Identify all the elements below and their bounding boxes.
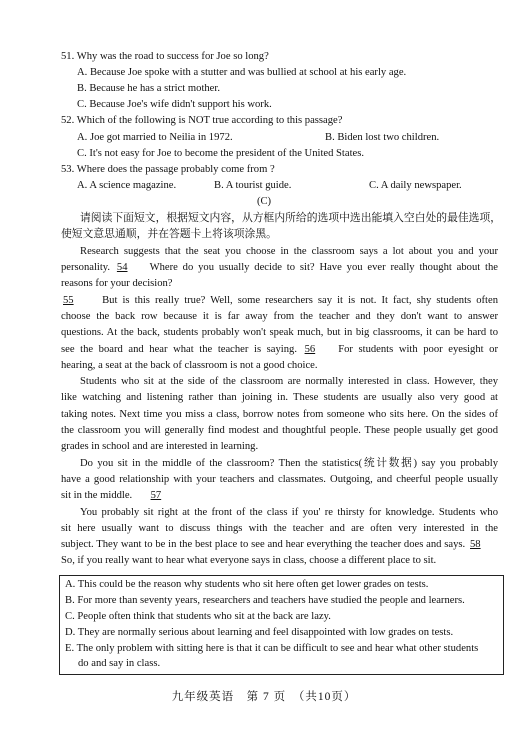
passage-line: Do you sit in the middle of the classroom? Then the statistics(统计数据) say you probably — [80, 458, 498, 469]
passage-line: grades in school and are interested in learning. — [61, 441, 259, 452]
q53-option-c: C. A daily newspaper. — [369, 180, 462, 191]
q53-option-b: B. A tourist guide. — [214, 180, 292, 191]
passage-text: For students with poor eyesight or — [338, 344, 498, 355]
passage-line: reasons for your decision? — [61, 278, 173, 289]
passage-line: Research suggests that the seat you choose in the classroom says a lot about you and your — [80, 246, 498, 257]
option-c: C. People often think that students who sit at the back are lazy. — [65, 611, 331, 622]
blank-55: 55 — [63, 295, 74, 306]
passage-text: Where do you usually decide to sit? Have you ever really thought about the — [149, 262, 498, 273]
passage-line: have a good relationship with your teachers and classmates. Outgoing, and cheerful people usually — [61, 474, 498, 485]
passage-line — [61, 294, 498, 308]
q51-option-a: A. Because Joe spoke with a stutter and was bullied at school at his early age. — [77, 67, 407, 78]
q52-stem: 52. Which of the following is NOT true according to this passage? — [61, 115, 343, 126]
blank-57: 57 — [150, 490, 162, 501]
q53-option-a: A. A science magazine. — [77, 180, 177, 191]
blank-54: 54 — [116, 262, 128, 273]
passage-line — [61, 343, 498, 357]
q51-stem: 51. Why was the road to success for Joe so long? — [61, 51, 269, 62]
passage-line: sit here usually want to discuss things with the teacher and are often very interested in the — [61, 523, 498, 534]
section-heading: (C) — [256, 196, 272, 207]
passage-line: questions. At the back, students probably won't speak much, but in big classrooms, it can be hard to — [61, 327, 498, 338]
passage-text: subject. They want to be in the best place to see and hear everything the teacher does and says. — [61, 539, 466, 550]
passage-line: like watching and listening rather than joining in. These students are usually also very good at — [61, 392, 498, 403]
option-e: E. The only problem with sitting here is that it can be difficult to see and hear what other students — [65, 643, 479, 654]
passage-line: So, if you really want to hear what everyone says in class, choose a different place to sit. — [61, 555, 437, 566]
passage-text: personality. — [61, 262, 111, 273]
instruction-line-1: 请阅读下面短文，根据短文内容，从方框内所给的选项中选出能填入空白处的最佳选项， — [80, 212, 502, 224]
passage-line — [61, 261, 498, 275]
q53-stem: 53. Where does the passage probably come from ? — [61, 164, 275, 175]
passage-line: taking notes. Next time you miss a class, borrow notes from someone who sits here. On the sides of — [61, 409, 498, 420]
q51-option-b: B. Because he has a strict mother. — [77, 83, 220, 94]
option-b: B. For more than seventy years, researchers and teachers have studied the people and learners. — [65, 595, 465, 606]
passage-text: But is this really true? Well, some researchers say it is not. It fact, shy students often — [102, 295, 499, 306]
blank-58: 58 — [470, 539, 481, 550]
q52-option-a: A. Joe got married to Neilia in 1972. — [77, 132, 233, 143]
passage-line: the classroom you will generally find modest and thoughtful people. These people usually get good — [61, 425, 498, 436]
option-a: A. This could be the reason why students who sit here often get lower grades on tests. — [65, 579, 429, 590]
passage-text: see the board and hear what the teacher is saying. — [61, 344, 297, 355]
passage-line: hearing, a seat at the back of classroom is not a good choice. — [61, 360, 318, 371]
passage-line: You probably sit right at the front of the class if you' re thirsty for knowledge. Students who — [80, 507, 498, 518]
blank-56: 56 — [304, 344, 316, 355]
option-e-continued: do and say in class. — [78, 658, 161, 669]
passage-line: Students who sit at the side of the classroom are normally interested in class. However, they — [80, 376, 498, 387]
q52-option-c: C. It's not easy for Joe to become the president of the United States. — [77, 148, 364, 159]
q51-option-c: C. Because Joe's wife didn't support his work. — [77, 99, 272, 110]
passage-line — [61, 489, 171, 503]
q52-option-b: B. Biden lost two children. — [325, 132, 440, 143]
instruction-line-2: 使短文意思通顺，并在答题卡上将该项涂黑。 — [61, 228, 277, 240]
passage-text: sit in the middle. — [61, 490, 133, 501]
passage-line: choose the back row because it is far away from the teacher and they don't want to answer — [61, 311, 498, 322]
page-footer: 九年级英语 第 7 页 （共10页） — [171, 691, 357, 703]
option-d: D. They are normally serious about learning and feel disappointed with low grades on tests. — [65, 627, 454, 638]
passage-line — [61, 538, 498, 552]
